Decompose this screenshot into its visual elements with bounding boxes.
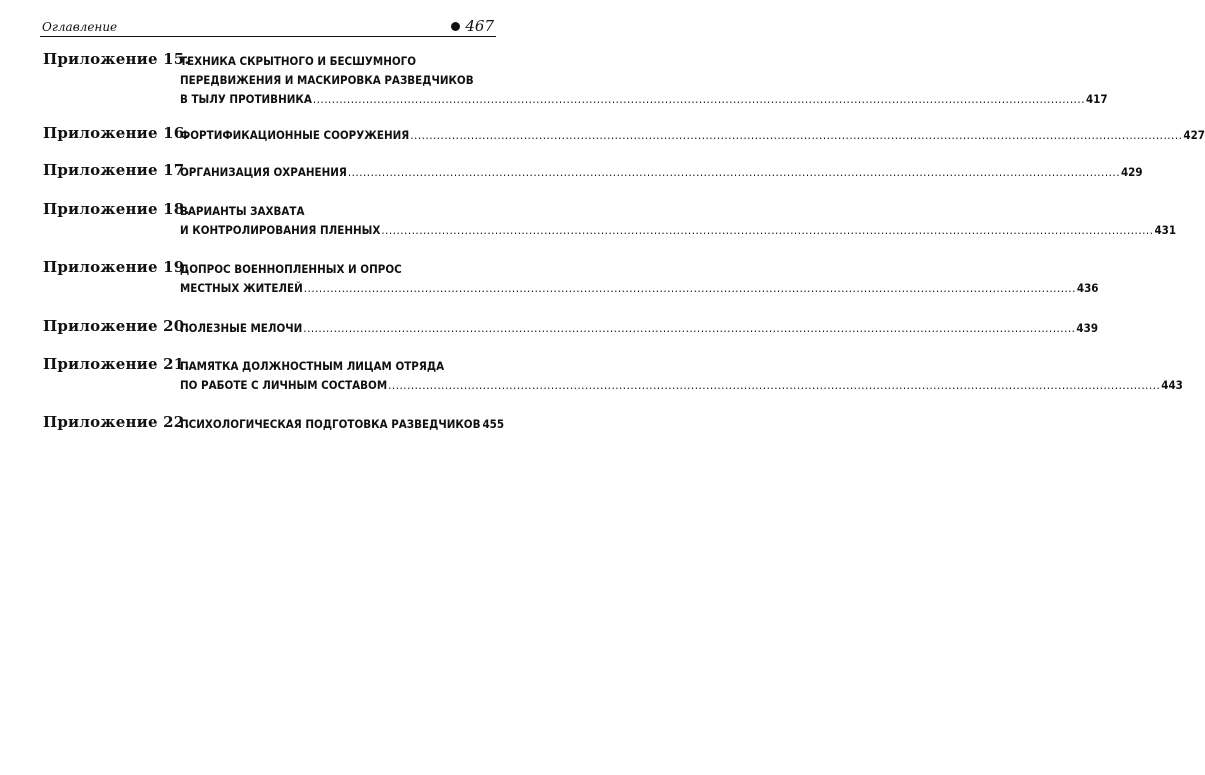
- running-header: [40, 18, 496, 37]
- toc-entry-page: 431: [1154, 223, 1177, 237]
- dot-leader: [381, 221, 1153, 240]
- toc-entry-label: Приложение 16.: [43, 124, 190, 142]
- toc-entry-label: Приложение 17.: [43, 161, 190, 179]
- toc-entry-title-line: ПОЛЕЗНЫЕ МЕЛОЧИ: [180, 321, 303, 335]
- toc-entry-title-line: ОРГАНИЗАЦИЯ ОХРАНЕНИЯ: [180, 165, 347, 179]
- bullet-icon: [451, 22, 460, 31]
- toc-entry-page: 427: [1183, 128, 1205, 142]
- header-page: [451, 17, 494, 35]
- header-page-number: 467: [465, 17, 494, 35]
- toc-entry-page: 436: [1076, 281, 1099, 295]
- toc-entry-page: 417: [1085, 92, 1108, 106]
- toc-entry-page: 455: [482, 417, 505, 431]
- toc-entry-label: Приложение 19.: [43, 258, 190, 276]
- toc-entry-title-line: ПО РАБОТЕ С ЛИЧНЫМ СОСТАВОМ: [180, 378, 388, 392]
- toc-entry-title-line: МЕСТНЫХ ЖИТЕЛЕЙ: [180, 281, 303, 295]
- toc-entry-title-line: ТЕХНИКА СКРЫТНОГО И БЕСШУМНОГО: [180, 54, 417, 68]
- toc-entry-title-line: В ТЫЛУ ПРОТИВНИКА: [180, 92, 312, 106]
- toc-entry-title-line: ДОПРОС ВОЕННОПЛЕННЫХ И ОПРОС: [180, 262, 402, 276]
- toc-entry-label: Приложение 21.: [43, 355, 190, 373]
- dot-leader: [304, 279, 1076, 298]
- dot-leader: [313, 90, 1085, 109]
- dot-leader: [410, 126, 1182, 145]
- toc-entry-label: Приложение 18.: [43, 200, 190, 218]
- toc-entry-title-line: ПСИХОЛОГИЧЕСКАЯ ПОДГОТОВКА РАЗВЕДЧИКОВ: [180, 417, 481, 431]
- toc-entry-label: Приложение 22.: [43, 413, 190, 431]
- dot-leader: [388, 376, 1160, 395]
- toc-entry-page: 439: [1076, 321, 1099, 335]
- header-section-title: Оглавление: [42, 20, 118, 34]
- toc-entry-title-line: ФОРТИФИКАЦИОННЫЕ СООРУЖЕНИЯ: [180, 128, 410, 142]
- toc-entry-title-line: ПЕРЕДВИЖЕНИЯ И МАСКИРОВКА РАЗВЕДЧИКОВ: [180, 73, 474, 87]
- dot-leader: [348, 163, 1120, 182]
- toc-entry-title-line: ПАМЯТКА ДОЛЖНОСТНЫМ ЛИЦАМ ОТРЯДА: [180, 359, 445, 373]
- toc-entry-page: 429: [1120, 165, 1143, 179]
- toc-entry-page: 443: [1161, 378, 1183, 392]
- dot-leader: [303, 319, 1075, 338]
- toc-entry-label: Приложение 20.: [43, 317, 190, 335]
- toc-entry-title-line: И КОНТРОЛИРОВАНИЯ ПЛЕННЫХ: [180, 223, 381, 237]
- toc-entry-title-line: ВАРИАНТЫ ЗАХВАТА: [180, 204, 305, 218]
- toc-entry-label: Приложение 15.: [43, 50, 190, 68]
